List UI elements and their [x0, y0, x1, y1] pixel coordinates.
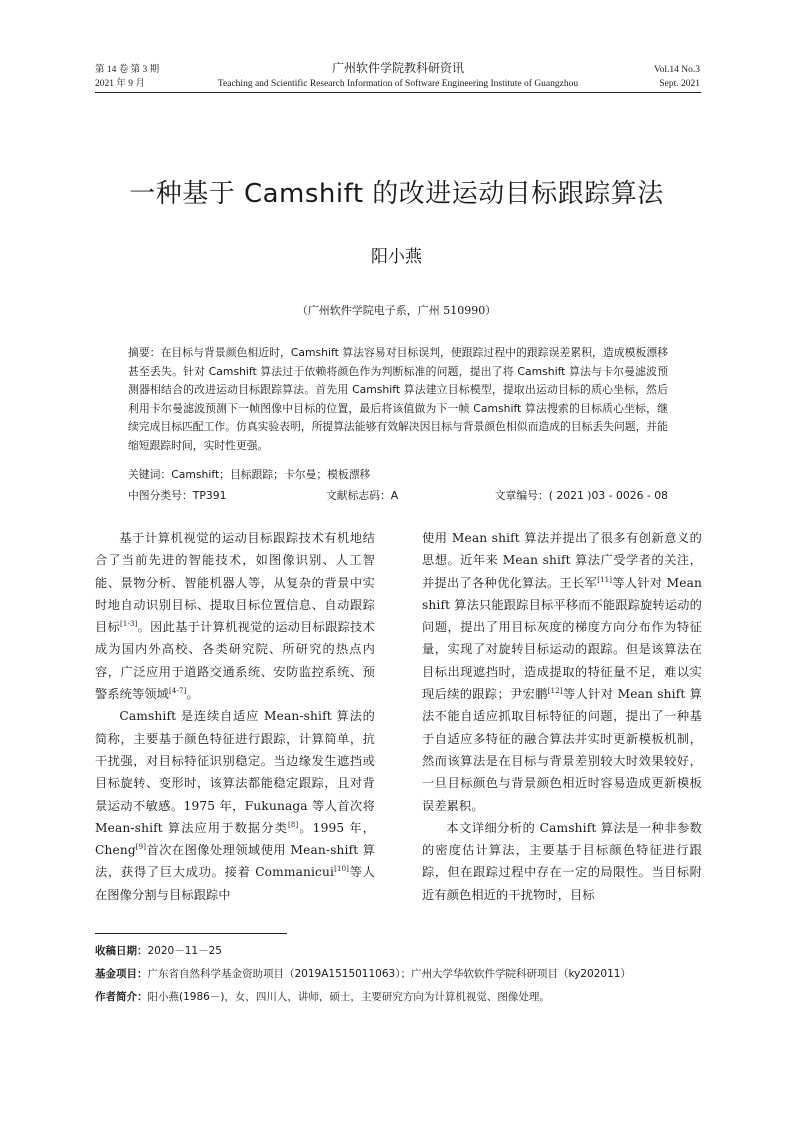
- clc-number: 中图分类号：TP391: [128, 489, 227, 502]
- author-bio-text: 阳小燕(1986－)，女，四川人，讲师，硕士，主要研究方向为计算机视觉、图像处理。: [147, 991, 550, 1003]
- paragraph-text: Camshift 是连续自适应 Mean-shift 算法的简称，主要基于颜色特征进行跟踪，计算简单，抗干扰强，对目标特征识别稳定。当边缘发生遮挡或目标旋转、变形时，该算法都能稳定跟踪，且对背景运动不敏感。1975 年，Fukunaga 等人首次将 Mean-shift 算法应用于数据分类: [95, 709, 375, 835]
- body-paragraph: [95, 705, 375, 906]
- journal-volume-english: Vol.14 No.3: [653, 65, 700, 75]
- citation: [10]: [334, 865, 350, 874]
- keywords-text: Camshift；目标跟踪；卡尔曼；模板漂移: [171, 468, 371, 481]
- paragraph-text: 等人在图像分割与目标跟踪中: [95, 865, 375, 902]
- body-paragraph: [422, 527, 702, 817]
- received-date: 2020－11－25: [147, 945, 222, 957]
- paper-title: 一种基于 Camshift 的改进运动目标跟踪算法: [129, 179, 664, 209]
- article-number: 文章编号：( 2021 )03 - 0026 - 08: [494, 489, 668, 502]
- abstract-label: 摘要：: [128, 346, 161, 359]
- keywords-label: 关键词：: [128, 468, 172, 481]
- body-paragraph: [95, 527, 375, 705]
- body-right-column: [422, 527, 702, 906]
- journal-date: 2021 年 9 月: [95, 79, 145, 89]
- citation: [12]: [547, 687, 563, 696]
- footnote-received: [95, 943, 715, 959]
- paragraph-text: 基于计算机视觉的运动目标跟踪技术有机地结合了当前先进的智能技术，如图像识别、人工智能、景物分析、智能机器人等，从复杂的背景中实时地自动识别目标、提取目标位置信息、自动跟踪目标: [95, 531, 375, 635]
- author-bio-label: 作者简介：: [95, 991, 148, 1003]
- header-rule: [95, 92, 701, 93]
- footnote-rule: [95, 933, 287, 934]
- abstract-text: 在目标与背景颜色相近时，Camshift 算法容易对目标误判，使跟踪过程中的跟踪误差累积，造成模板漂移甚至丢失。针对 Camshift 算法过于依赖将颜色作为判断标准的问题，提出了将 Camshift 算法与卡尔曼滤波预测器相结合的改进运动目标跟踪算法。首先用 Camshift 算法建立目标模型，提取出运动目标的质心坐标，然后利用卡尔曼滤波预测下一帧图像中目标的位置，最后将该值做为下一帧 Camshift 算法搜索的目标质心坐标，继续完成目标匹配工作。仿真实验表明，所提算法能够有效解决因目标与背景颜色相似而造成的目标丢失问题，并能缩短跟踪时间，实时性更强。: [128, 346, 668, 452]
- citation: [9]: [135, 843, 147, 852]
- journal-volume-issue: 第 14 卷 第 3 期: [95, 65, 160, 75]
- paragraph-text: 。因此基于计算机视觉的运动目标跟踪技术成为国内外高校、各类研究院、所研究的热点内容，广泛应用于道路交通系统、安防监控系统、预警系统等领域: [95, 620, 375, 702]
- received-label: 收稿日期：: [95, 945, 148, 957]
- paragraph-text: 使用 Mean shift 算法并提出了很多有创新意义的思想。近年来 Mean shift 算法广受学者的关注，并提出了各种优化算法。王长军: [422, 531, 702, 590]
- paragraph-text: 等人针对 Mean shift 算法只能跟踪目标平移而不能跟踪旋转运动的问题，提出了用目标灰度的梯度方向分布作为特征量，实现了对旋转目标运动的跟踪。但是该算法在目标出现遮挡时，造成提取的特征量不足，难以实现后续的跟踪；尹宏鹏: [422, 575, 703, 702]
- citation: [8]: [287, 820, 299, 829]
- paragraph-text: 首次在图像处理领域使用 Mean-shift 算法，获得了巨大成功。接着 Commanicui: [95, 843, 375, 880]
- journal-date-english: Sept. 2021: [659, 79, 700, 89]
- footnote-funding: [95, 966, 715, 982]
- funding-text: 广东省自然科学基金资助项目（2019A1515011063）；广州大学华软软件学院科研项目（ky202011）: [147, 968, 631, 980]
- citation: [1-3]: [120, 620, 138, 629]
- document-code: 文献标志码：A: [326, 489, 399, 502]
- abstract: [128, 344, 668, 456]
- keywords: [128, 466, 668, 484]
- paragraph-text: 。: [186, 687, 199, 702]
- journal-name: 广州软件学院教科研资讯: [331, 61, 464, 75]
- funding-label: 基金项目：: [95, 968, 148, 980]
- citation: [11]: [597, 575, 613, 584]
- citation: [4-7]: [169, 687, 187, 696]
- footnote-author-bio: [95, 989, 715, 1005]
- body-paragraph: 本文详细分析的 Camshift 算法是一种非参数的密度估计算法，主要基于目标颜色特征进行跟踪，但在跟踪过程中存在一定的局限性。当目标附近有颜色相近的干扰物时，目标: [422, 820, 702, 902]
- author-affiliation: （广州软件学院电子系，广州 510990）: [296, 304, 497, 317]
- journal-name-english: Teaching and Scientific Research Information of Software Engineering Institute of Guangzhou: [217, 79, 579, 89]
- paragraph-text: 。1995 年，Cheng: [95, 820, 375, 858]
- paragraph-text: 等人针对 Mean shift 算法不能自适应抓取目标特征的问题，提出了一种基于自适应多特征的融合算法并实时更新模板机制，然而该算法是在目标与背景差别较大时效果较好，一旦目标颜色与背景颜色相近时容易造成更新模板误差累积。: [422, 687, 703, 813]
- body-left-column: [95, 527, 375, 906]
- author-name: 阳小燕: [371, 247, 422, 267]
